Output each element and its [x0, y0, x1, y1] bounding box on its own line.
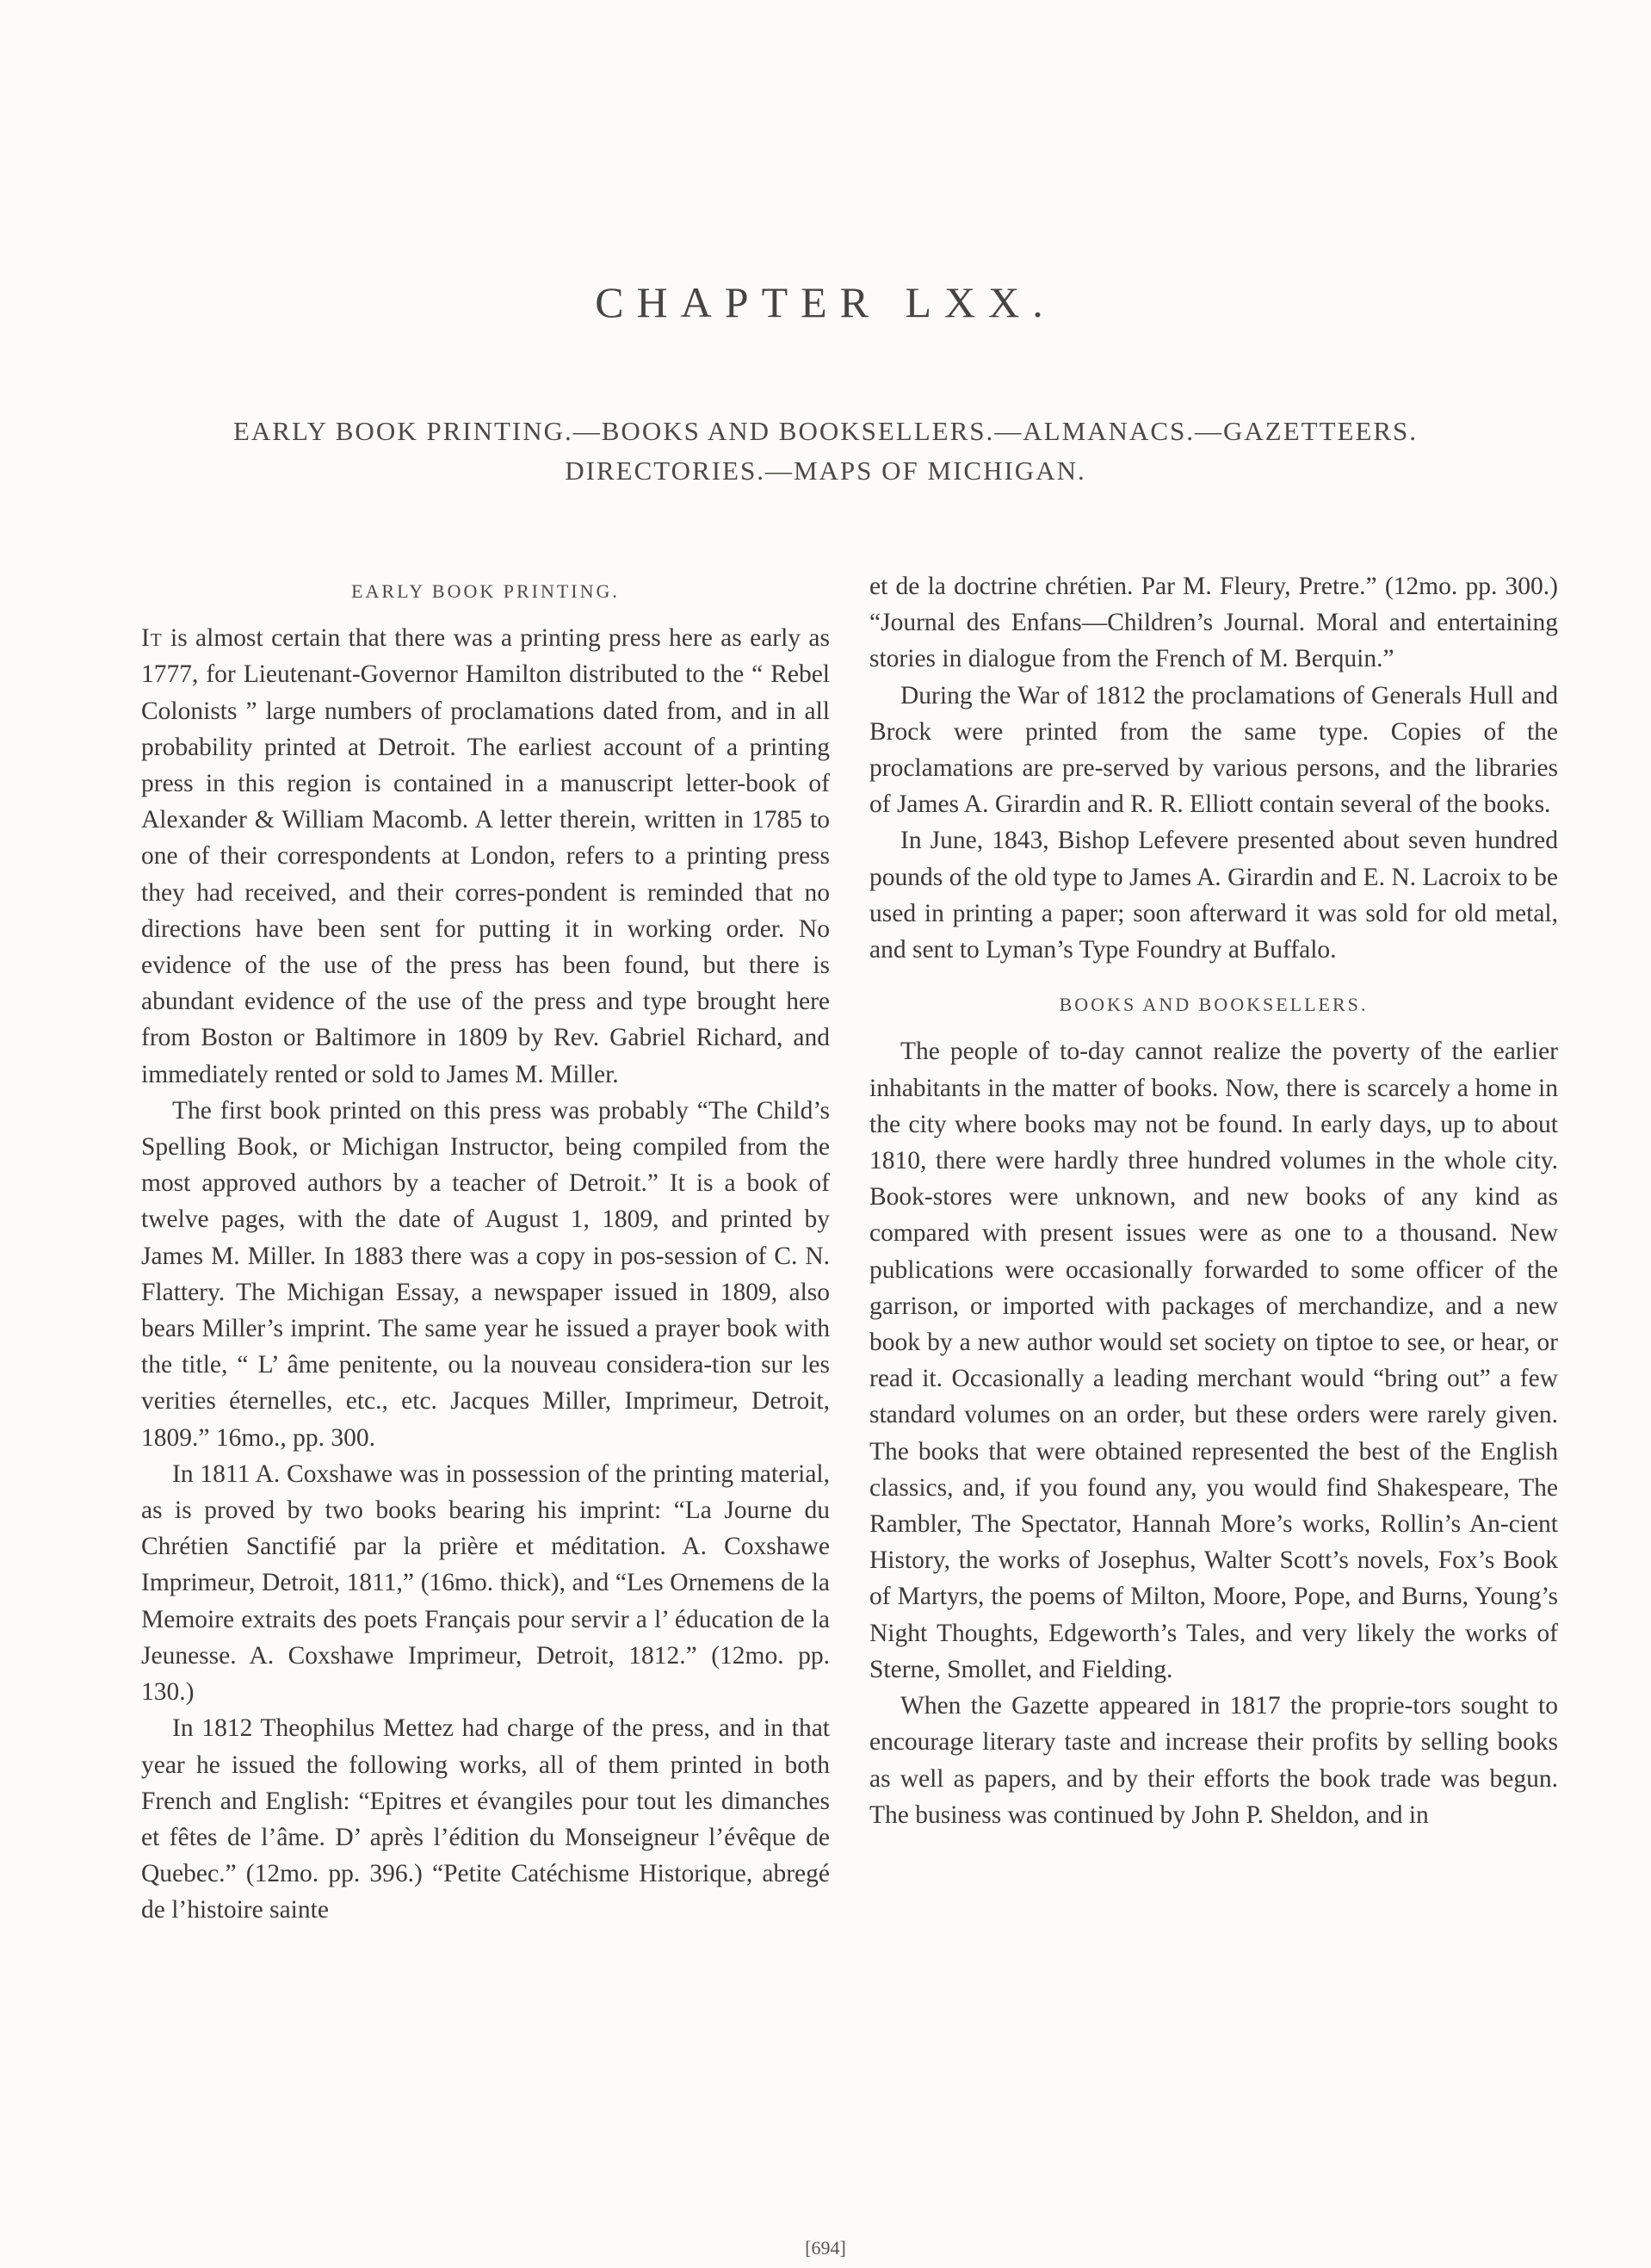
- paragraph: In 1812 Theophilus Mettez had charge of the press, and in that year he issued the following works, all of them printed in both French and English: “Epitres et évangiles pour tout les dimanches et fêtes de l’âme. D’ après l’édition du Monseigneur l’évêque de Quebec.” (12mo. pp. 396.) “Petite Catéchisme Historique, abregé de l’histoire sainte: [141, 1714, 830, 1924]
- paragraph-text: is almost certain that there was a printing press here as early as 1777, for Lieutenant-Governor Hamilton distributed to the “ Rebel Colonists ” large numbers of proclamations dated from, and in all probability printed at Detroit. The earliest account of a printing press in this region is contained in a manuscript letter-book of Alexander & William Macomb. A letter therein, written in 1785 to one of their correspondents at London, refers to a printing press they had received, and their corres-pondent is reminded that no directions have been sent for putting it in working order. No evidence of the use of the press has been found, but there is abundant evidence of the use of the press and type brought here from Boston or Baltimore in 1809 by Rev. Gabriel Richard, and immediately rented or sold to James M. Miller.: [141, 624, 830, 1088]
- paragraph: The people of to-day cannot realize the poverty of the earlier inhabitants in the matter of books. Now, there is scarcely a home in the city where books may not be found. In early days, up to about 1810, there were hardly three hundred volumes in the whole city. Book-stores were unknown, and new books of any kind as compared with present issues were as one to a thousand. New publications were occasionally forwarded to some officer of the garrison, or imported with packages of merchandize, and a new book by a new author would set society on tiptoe to see, or hear, or read it. Occasionally a leading merchant would “bring out” a few standard volumes on an order, but these orders were rarely given. The books that were obtained represented the best of the English classics, and, if you found any, you would find Shakespeare, The Rambler, The Spectator, Hannah More’s works, Rollin’s An-cient History, the works of Josephus, Walter Scott’s novels, Fox’s Book of Martyrs, the poems of Milton, Moore, Pope, and Burns, Young’s Night Thoughts, Edgeworth’s Tales, and very likely the works of Sterne, Smollet, and Fielding.: [869, 1038, 1558, 1683]
- page-number: [694]: [805, 2237, 846, 2259]
- paragraph: The first book printed on this press was probably “The Child’s Spelling Book, or Michigan Instructor, being compiled from the most approved authors by a teacher of Detroit.” It is a book of twelve pages, with the date of August 1, 1809, and printed by James M. Miller. In 1883 there was a copy in pos-session of C. N. Flattery. The Michigan Essay, a newspaper issued in 1809, also bears Miller’s imprint. The same year he issued a prayer book with the title, “ L’ âme penitente, ou la nouveau considera-tion sur les verities éternelles, etc., etc. Jacques Miller, Imprimeur, Detroit, 1809.” 16mo., pp. 300.: [141, 1096, 830, 1452]
- paragraph: During the War of 1812 the proclamations of Generals Hull and Brock were printed from the same type. Copies of the proclamations are pre-served by various persons, and the libraries of James A. Girardin and R. R. Elliott contain several of the books.: [869, 681, 1558, 819]
- chapter-title: CHAPTER LXX.: [595, 278, 1056, 326]
- paragraph-lead-word: It: [141, 624, 163, 653]
- right-column: [869, 568, 1558, 1833]
- subtitle-line-2: DIRECTORIES.—MAPS OF MICHIGAN.: [565, 455, 1086, 486]
- paragraph: When the Gazette appeared in 1817 the proprie-tors sought to encourage literary taste and increase their profits by selling books as well as papers, and by their efforts the book trade was begun. The business was continued by John P. Sheldon, and in: [869, 1692, 1558, 1829]
- subtitle-line-1: EARLY BOOK PRINTING.—BOOKS AND BOOKSELLERS.—ALMANACS.—GAZETTEERS.: [232, 416, 1419, 446]
- left-column: [141, 568, 830, 1929]
- chapter-subtitle: [69, 412, 1582, 491]
- paragraph: In 1811 A. Coxshawe was in possession of the printing material, as is proved by two books bearing his imprint: “La Journe du Chrétien Sanctifié par la prière et méditation. A. Coxshawe Imprimeur, Detroit, 1811,” (16mo. thick), and “Les Ornemens de la Memoire extraits des poets Français pour servir a l’ éducation de la Jeunesse. A. Coxshawe Imprimeur, Detroit, 1812.” (12mo. pp. 130.): [141, 1459, 830, 1707]
- section-heading-books-and-booksellers: BOOKS AND BOOKSELLERS.: [1059, 994, 1369, 1016]
- paragraph-continued: et de la doctrine chrétien. Par M. Fleury, Pretre.” (12mo. pp. 300.) “Journal des Enfans—Children’s Journal. Moral and entertaining stories in dialogue from the French of M. Berquin.”: [869, 573, 1558, 673]
- paragraph: In June, 1843, Bishop Lefevere presented about seven hundred pounds of the old type to James A. Girardin and E. N. Lacroix to be used in printing a paper; soon afterward it was sold for old metal, and sent to Lyman’s Type Foundry at Buffalo.: [869, 827, 1558, 964]
- paragraph: [141, 620, 830, 1093]
- section-heading-early-book-printing: EARLY BOOK PRINTING.: [351, 580, 620, 602]
